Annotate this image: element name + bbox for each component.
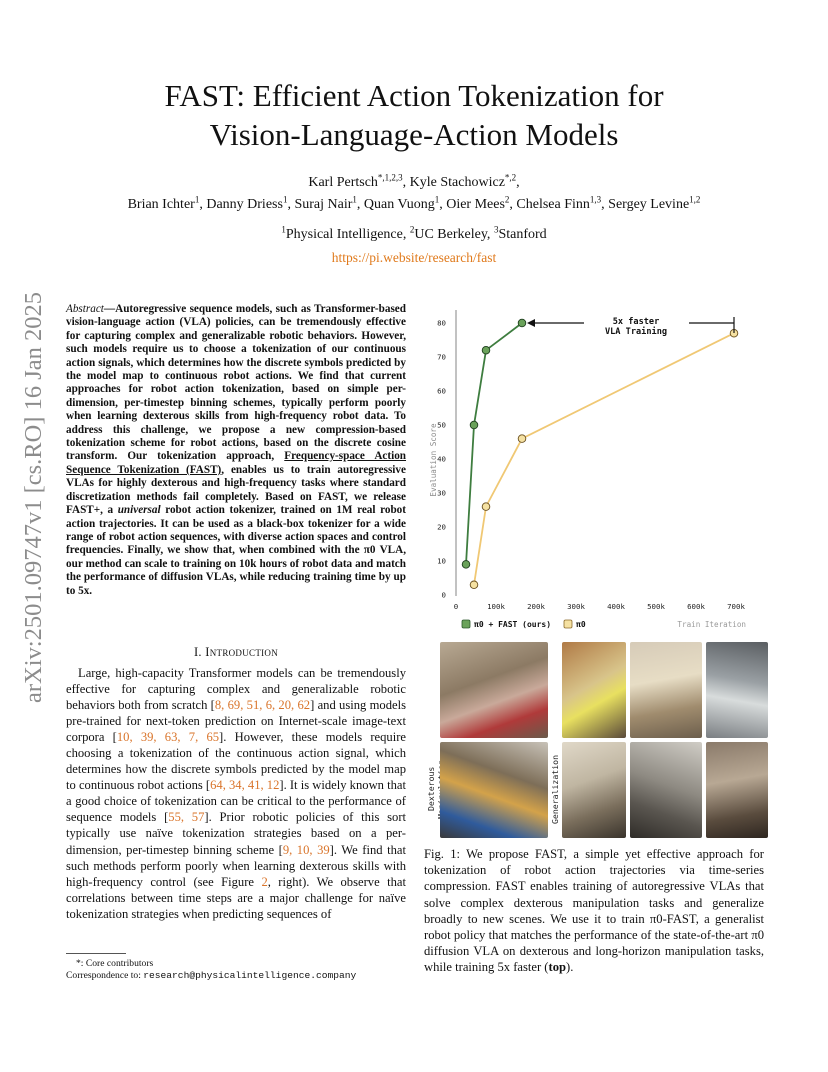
y-tick-label: 0 <box>441 590 446 600</box>
citation-link[interactable]: 10, 39, 63, 7, 65 <box>116 730 220 745</box>
y-axis-ticks <box>437 319 446 600</box>
series-line-0 <box>466 323 522 564</box>
figure-caption <box>424 846 764 976</box>
data-point <box>518 319 526 327</box>
data-point <box>470 421 478 429</box>
y-axis-label: Evaluation Score <box>429 423 438 497</box>
photo-table-bussing <box>440 742 548 838</box>
x-tick-label: 100k <box>487 602 505 611</box>
annotation-line-1: 5x faster <box>612 317 660 327</box>
footnote <box>66 958 406 981</box>
data-point <box>482 346 490 354</box>
y-tick-label: 20 <box>437 522 446 532</box>
caption-end: ). <box>566 960 574 975</box>
intro-text: , right). We observe that correlations between time steps are a major challenge for naïve tokenization strategies when predicting sequences of <box>66 874 406 921</box>
title-line-2: Vision-Language-Action Models <box>209 117 619 152</box>
photo-kitchen-scene-1 <box>562 642 626 738</box>
generalization-label: Generalization <box>550 754 560 824</box>
fast-acronym: Frequency-space Action Sequence Tokenization (FAST) <box>66 450 407 476</box>
legend-swatch-pi0 <box>564 620 572 628</box>
universal-emphasis: universal <box>117 504 161 517</box>
y-tick-label: 80 <box>437 318 446 328</box>
x-tick-label: 600k <box>687 602 705 611</box>
x-tick-label: 300k <box>567 602 585 611</box>
legend-swatch-fast <box>462 620 470 628</box>
arxiv-identifier <box>20 292 52 762</box>
photo-kitchen-scene-5 <box>630 742 702 838</box>
training-speed-chart <box>424 300 764 640</box>
y-tick-label: 70 <box>437 352 446 362</box>
title-line-1: FAST: Efficient Action Tokenization for <box>164 78 664 113</box>
legend-label-pi0: π0 <box>576 620 586 629</box>
x-tick-label: 500k <box>647 602 665 611</box>
intro-text: ]. Prior robotic policies of this sort typically use naïve tokenization strategies based on a per-dimension, per-timestep binning scheme [ <box>66 810 407 857</box>
intro-text: ] and using models pre-trained for next-token prediction on Internet-scale image-text corpora [ <box>66 698 407 745</box>
intro-text: Large, high-capacity Transformer models can be tremendously effective for capturing complex and generalizable robotic behaviors both from scratch [ <box>66 666 406 713</box>
footnote-rule <box>66 953 126 954</box>
project-url-link[interactable]: https://pi.website/research/fast <box>331 250 497 265</box>
caption-text: Fig. 1: We propose FAST, a simple yet effective approach for tokenization of robot action trajectories via time-series compression. FAST enables training of autoregressive VLAs that solve complex dexterous manipulation tasks and generalize broadly to new scenes. We use it to train π0-FAST, a generalist robot policy that matches the performance of the state-of-the-art π0 diffusion VLA on dexterous and long-horizon manipulation tasks, while training 5x faster ( <box>424 847 764 975</box>
x-axis-ticks <box>454 602 746 611</box>
series-lines <box>466 323 734 585</box>
data-point <box>482 503 490 511</box>
introduction-paragraph <box>66 665 406 922</box>
x-axis-label: Train Iteration <box>677 620 746 629</box>
y-tick-label: 30 <box>437 488 446 498</box>
arxiv-identifier-text: arXiv:2501.09747v1 [cs.RO] 16 Jan 2025 <box>20 292 47 704</box>
robot-photo-grid <box>424 640 769 840</box>
figure-link[interactable]: 2 <box>261 874 268 889</box>
photo-kitchen-scene-3 <box>706 642 768 738</box>
data-point <box>470 581 478 589</box>
citation-link[interactable]: 55, 57 <box>168 810 205 825</box>
speedup-annotation <box>527 314 734 340</box>
citation-link[interactable]: 8, 69, 51, 6, 20, 62 <box>214 698 311 713</box>
footnote-core: *: Core contributors <box>76 958 154 969</box>
dexterous-manipulation-label: Dexterous <box>426 766 436 812</box>
footnote-correspondence <box>66 970 406 982</box>
x-tick-label: 200k <box>527 602 545 611</box>
x-tick-label: 0 <box>453 602 459 611</box>
citation-link[interactable]: 9, 10, 39 <box>282 842 330 857</box>
abstract <box>66 303 406 598</box>
y-tick-label: 10 <box>437 556 446 566</box>
section-heading-introduction: I. Introduction <box>193 645 279 659</box>
data-point <box>462 561 470 569</box>
abstract-label: Abstract <box>66 303 104 315</box>
series-points <box>462 319 738 588</box>
intro-text: ]. However, these models require choosing a tokenization of the continuous action signal, which determines how the discrete symbols predicted by the model map to continuous robot actions [ <box>66 730 406 793</box>
photo-kitchen-scene-4 <box>562 742 626 838</box>
authors-line-1 <box>40 172 788 191</box>
x-tick-label: 400k <box>607 602 625 611</box>
chart-legend <box>462 620 746 629</box>
abstract-text-3: robot action tokenizer, trained on 1M real robot action trajectories. It can be used as a black-box tokenizer for a wide range of robot action sequences, with diverse action spaces and control frequencies. Finally, we show that, when combined with the π0 VLA, our method can scale to training on 10k hours of robot data and match the performance of diffusion VLAs, while reducing training time by up to 5x. <box>66 504 406 597</box>
abstract-text-1: —Autoregressive sequence models, such as Transformer-based vision-language action (VLA) policies, can be tremendously effective for capturing complex and generalizable robotic behaviors. However, such models require us to choose a tokenization of our continuous action signals, which determines how the discrete symbols predicted by the model map to continuous robot actions. We find that current approaches for robot action tokenization, based on simple per-dimension, per-timestep binning schemes, typically perform poorly when learning dexterous skills from high-frequency robot data. To address this challenge, we propose a new compression-based tokenization scheme for robot actions, based on the discrete cosine transform. Our tokenization approach, <box>66 303 406 463</box>
correspondence-email[interactable]: research@physicalintelligence.company <box>143 969 357 981</box>
abstract-text-2: , enables us to train autoregressive VLAs for highly dexterous and high-frequency tasks where standard discretization methods fail completely. Based on FAST, we release FAST+, a <box>66 463 406 517</box>
photo-kitchen-scene-6 <box>706 742 768 838</box>
author-pertsch: Karl Pertsch$^{*,1,2,3}$, Kyle Stachowicz$^{*,2}$, <box>308 172 520 190</box>
y-tick-label: 60 <box>437 386 446 396</box>
paper-title <box>60 76 768 154</box>
citation-link[interactable]: 64, 34, 41, 12 <box>210 778 280 793</box>
legend-label-fast: π0 + FAST (ours) <box>474 620 552 629</box>
correspondence-label: Correspondence to: <box>66 969 144 981</box>
intro-text: ]. We find that such methods perform poorly when learning dexterous skills with high-frequency control (see Figure <box>66 842 406 889</box>
annotation-line-2: VLA Training <box>604 327 668 337</box>
series-line-1 <box>474 333 734 585</box>
x-tick-label: 700k <box>727 602 745 611</box>
photo-kitchen-scene-2 <box>630 642 702 738</box>
photo-laundry-folding <box>440 642 548 738</box>
y-tick-label: 40 <box>437 454 446 464</box>
authors-line-2: Brian Ichter$^1$, Danny Driess$^1$, Suraj Nair$^1$, Quan Vuong$^1$, Oier Mees$^2$, Chelsea Finn$^{1,3}$, Sergey Levine$^{1,2}$ <box>127 194 701 212</box>
data-point <box>518 435 526 443</box>
y-tick-label: 50 <box>437 420 446 430</box>
intro-text: ]. It is widely known that a good choice of tokenization can be critical to the performance of sequence models [ <box>66 778 406 825</box>
caption-bold: top <box>548 960 566 975</box>
affiliations: $^1$Physical Intelligence, $^2$UC Berkeley, $^3$Stanford <box>281 224 547 242</box>
arrow-head <box>527 319 535 327</box>
